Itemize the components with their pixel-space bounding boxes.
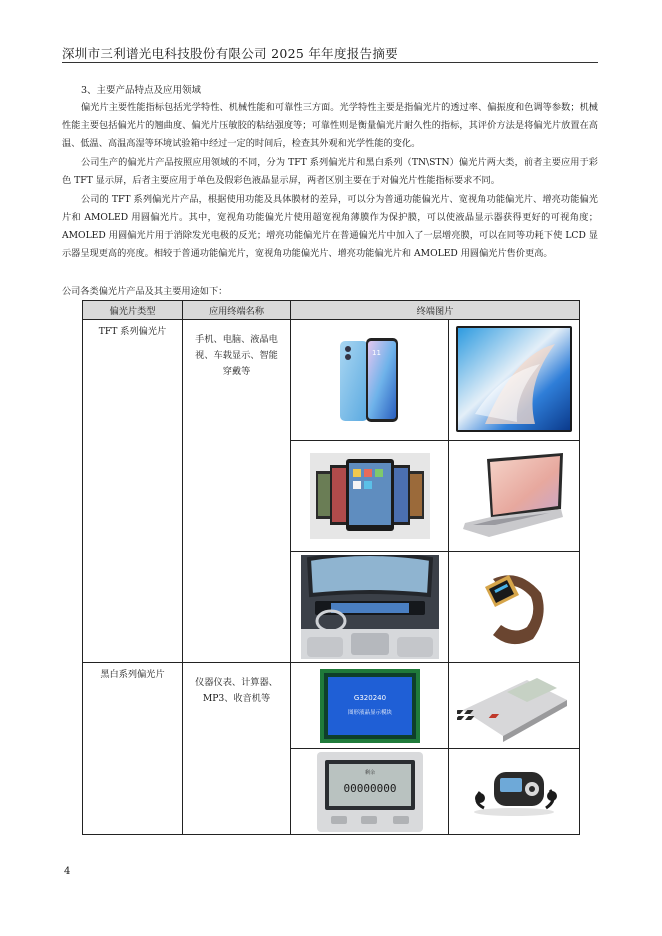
calculator-image xyxy=(457,670,571,742)
paragraph-categories: 公司生产的偏光片产品按照应用领域的不同，分为 TFT 系列偏光片和黑白系列（TN\STN）偏光片两大类，前者主要应用于彩色 TFT 显示屏，后者主要应用于单色及假彩色液晶显示屏，两者区别主要在于对偏光片性能指标要求不同。 xyxy=(62,157,598,186)
bw-type-cell: 黑白系列偏光片 xyxy=(83,663,183,835)
table-row xyxy=(83,320,580,441)
mp3-radio-cell xyxy=(449,749,580,835)
car-dashboard-image xyxy=(301,555,439,659)
smartphone-cell xyxy=(291,320,449,441)
lcd-line2-text: 图形液晶显示模块 xyxy=(347,709,392,716)
mp3-radio-image xyxy=(466,762,562,822)
table-header-row xyxy=(83,301,580,320)
smartphone-image xyxy=(338,337,402,423)
paragraph-tft-types: 公司的 TFT 系列偏光片产品，根据使用功能及具体膜材的差异，可以分为普通功能偏光片、宽视角功能偏光片、增亮功能偏光片和 AMOLED 用圆偏光片。其中，宽视角功能偏光片使用超宽视角薄膜作为保护膜，可以使液晶显示器获得更好的可视角度；AMOLED 用圆偏光片用于消除发光电极的反光；增亮功能偏光片在普通偏光片中加入了一层增亮膜，可以在同等功耗下使 LCD 显示器呈现更高的亮度。相较于普通功能偏光片，宽视角功能偏光片、增亮功能偏光片和 AMOLED 用圆偏光片售价更高。 xyxy=(62,194,598,259)
table-intro: 公司各类偏光片产品及其主要用途如下： xyxy=(62,286,228,297)
section-title: 3、主要产品特点及应用领域 xyxy=(81,85,202,96)
smart-band-cell xyxy=(449,552,580,663)
paragraph-performance: 偏光片主要性能指标包括光学特性、机械性能和可靠性三方面。光学特性主要是指偏光片的透过率、偏振度和色调等参数；机械性能主要包括偏光片的翘曲度、偏光片压敏胶的粘结强度等；可靠性则是衡量偏光片耐久性的指标，其评价方法是将偏光片放置在高温、低温、高温高湿等环境试验箱中经过一定的时间后，检查其外观和光学性能的变化。 xyxy=(62,102,598,149)
meter-value-text: 00000000 xyxy=(343,781,396,795)
page-header: 深圳市三利谱光电科技股份有限公司 2025 年年度报告摘要 xyxy=(62,46,398,61)
product-table xyxy=(82,300,580,835)
television-cell xyxy=(449,320,580,441)
smart-band-image xyxy=(479,565,549,649)
table-row xyxy=(83,663,580,749)
tft-use-cell: 手机、电脑、液晶电视、车载显示、智能穿戴等 xyxy=(183,320,291,663)
page-number: 4 xyxy=(64,866,71,877)
header-rule xyxy=(62,62,598,63)
tablets-image xyxy=(310,453,430,539)
meter-display-image xyxy=(317,752,423,832)
laptop-cell xyxy=(449,441,580,552)
lcd-module-cell xyxy=(291,663,449,749)
lcd-module-image xyxy=(320,669,420,743)
lcd-line1-text: G320240 xyxy=(353,693,386,702)
header-application: 应用终端名称 xyxy=(183,301,291,320)
tft-type-cell: TFT 系列偏光片 xyxy=(83,320,183,663)
bw-use-cell: 仪器仪表、计算器、MP3、收音机等 xyxy=(183,663,291,835)
meter-display-cell xyxy=(291,749,449,835)
car-dashboard-cell xyxy=(291,552,449,663)
phone-time-text: 11 xyxy=(371,349,381,357)
meter-top-text: 剩余 xyxy=(364,769,375,776)
tablets-cell xyxy=(291,441,449,552)
header-type: 偏光片类型 xyxy=(83,301,183,320)
header-image: 终端图片 xyxy=(291,301,580,320)
laptop-image xyxy=(459,451,569,541)
television-image xyxy=(455,324,573,436)
calculator-cell xyxy=(449,663,580,749)
